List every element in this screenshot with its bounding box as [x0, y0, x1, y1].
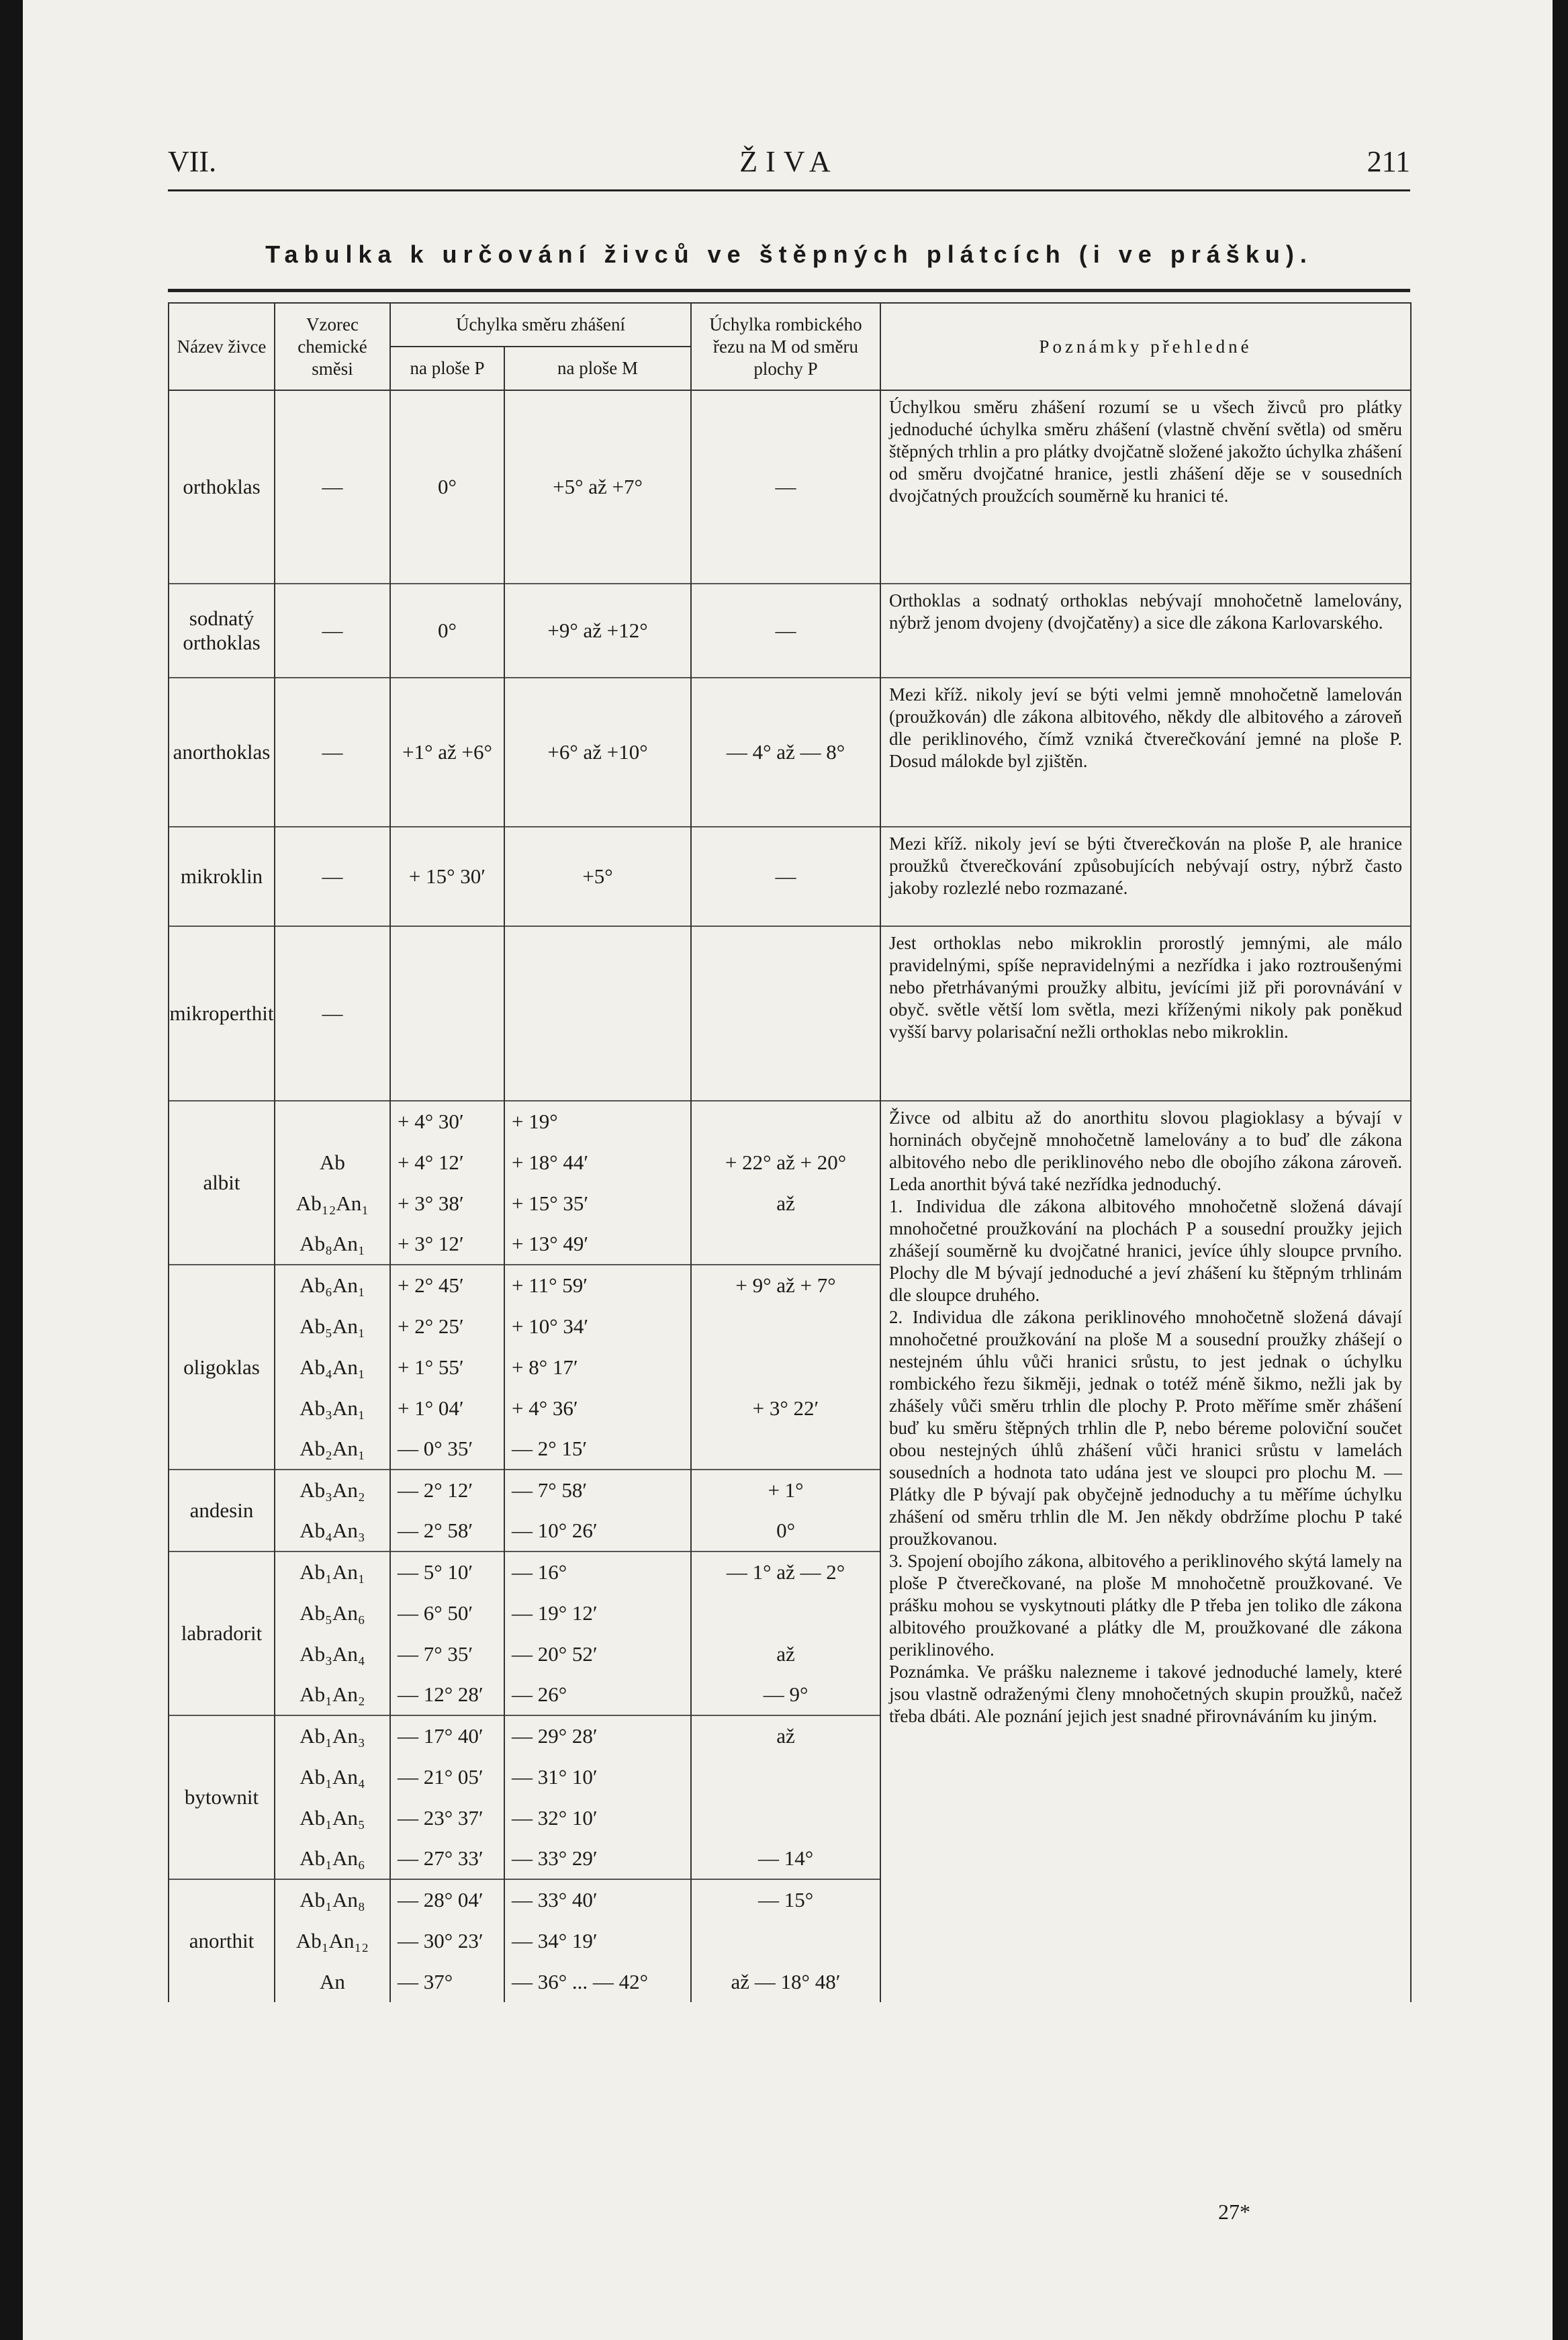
- extinction-m-cell: + 8° 17′: [504, 1347, 691, 1388]
- extinction-m-cell: — 19° 12′: [504, 1592, 691, 1633]
- extinction-p-cell: [390, 926, 504, 1101]
- feldspar-name: sodnatý orthoklas: [169, 584, 275, 678]
- formula-cell: Ab₅An₁: [275, 1306, 390, 1347]
- extinction-m-cell: + 18° 44′: [504, 1142, 691, 1183]
- rhombic-cell: — 4° až — 8°: [691, 678, 880, 827]
- formula-cell: Ab₁An₂: [275, 1674, 390, 1715]
- rhombic-cell: —: [691, 390, 880, 584]
- extinction-m-cell: — 20° 52′: [504, 1633, 691, 1674]
- extinction-m-cell: — 31° 10′: [504, 1756, 691, 1797]
- formula-cell: Ab₁An₈: [275, 1879, 390, 1920]
- rhombic-cell: — 15°: [691, 1879, 880, 1920]
- formula-cell: Ab₈An₁: [275, 1224, 390, 1265]
- feldspar-name: orthoklas: [169, 390, 275, 584]
- formula-cell: Ab₁An₁₂: [275, 1920, 390, 1961]
- table-row: [169, 827, 1411, 926]
- note-cell: Orthoklas a sodnatý orthoklas nebývají mnohočetně lamelovány, nýbrž jenom dvojeny (dvojčatěny) a sice dle zákona Karlovarského.: [880, 584, 1411, 678]
- extinction-p-cell: + 15° 30′: [390, 827, 504, 926]
- extinction-m-cell: — 10° 26′: [504, 1511, 691, 1551]
- table-row: [169, 584, 1411, 678]
- extinction-m-cell: — 34° 19′: [504, 1920, 691, 1961]
- col-header-name: Název živce: [169, 303, 275, 390]
- extinction-m-cell: + 11° 59′: [504, 1265, 691, 1306]
- extinction-p-cell: — 2° 58′: [390, 1511, 504, 1551]
- formula-cell: —: [275, 827, 390, 926]
- extinction-m-cell: + 19°: [504, 1101, 691, 1142]
- journal-title: ŽIVA: [739, 145, 839, 178]
- extinction-p-cell: — 6° 50′: [390, 1592, 504, 1633]
- extinction-m-cell: + 4° 36′: [504, 1388, 691, 1429]
- col-header-plane-p: na ploše P: [390, 347, 504, 390]
- col-header-extinction: Úchylka směru zhášení: [390, 303, 691, 347]
- extinction-m-cell: + 10° 34′: [504, 1306, 691, 1347]
- feldspar-name: anorthit: [169, 1879, 275, 2002]
- extinction-m-cell: + 15° 35′: [504, 1183, 691, 1224]
- rhombic-cell: + 22° až + 20°: [691, 1142, 880, 1183]
- formula-cell: Ab₅An₆: [275, 1592, 390, 1633]
- col-header-formula: Vzorec chemické směsi: [275, 303, 390, 390]
- extinction-p-cell: — 28° 04′: [390, 1879, 504, 1920]
- rhombic-cell: — 14°: [691, 1838, 880, 1879]
- rhombic-cell: až: [691, 1633, 880, 1674]
- feldspar-table: [168, 302, 1412, 2002]
- signature-mark: 27*: [1218, 2200, 1250, 2224]
- extinction-p-cell: — 17° 40′: [390, 1715, 504, 1756]
- formula-cell: Ab₃An₄: [275, 1633, 390, 1674]
- table-row: [169, 390, 1411, 584]
- formula-cell: Ab₆An₁: [275, 1265, 390, 1306]
- feldspar-name: labradorit: [169, 1551, 275, 1715]
- formula-cell: Ab₄An₁: [275, 1347, 390, 1388]
- extinction-m-cell: — 36° ... — 42°: [504, 1961, 691, 2002]
- col-header-rhombic: Úchylka rombického řezu na M od směru plochy P: [691, 303, 880, 390]
- running-header: [168, 144, 1410, 185]
- rhombic-cell: [691, 1306, 880, 1347]
- table-row: [169, 678, 1411, 827]
- rhombic-cell: [691, 1756, 880, 1797]
- extinction-m-cell: +5°: [504, 827, 691, 926]
- extinction-p-cell: — 37°: [390, 1961, 504, 2002]
- formula-cell: —: [275, 678, 390, 827]
- feldspar-name: andesin: [169, 1470, 275, 1551]
- formula-cell: Ab₃An₁: [275, 1388, 390, 1429]
- extinction-m-cell: +9° až +12°: [504, 584, 691, 678]
- rhombic-cell: [691, 1101, 880, 1142]
- rhombic-cell: —: [691, 584, 880, 678]
- extinction-p-cell: — 23° 37′: [390, 1797, 504, 1838]
- header-rule: [168, 189, 1410, 191]
- extinction-m-cell: + 13° 49′: [504, 1224, 691, 1265]
- col-header-notes: Poznámky přehledné: [880, 303, 1411, 390]
- col-header-plane-m: na ploše M: [504, 347, 691, 390]
- extinction-p-cell: — 12° 28′: [390, 1674, 504, 1715]
- extinction-p-cell: + 1° 04′: [390, 1388, 504, 1429]
- feldspar-name: mikroklin: [169, 827, 275, 926]
- extinction-p-cell: + 2° 25′: [390, 1306, 504, 1347]
- extinction-p-cell: — 2° 12′: [390, 1470, 504, 1511]
- feldspar-name: oligoklas: [169, 1265, 275, 1470]
- caption-rule: [168, 289, 1410, 292]
- extinction-p-cell: — 27° 33′: [390, 1838, 504, 1879]
- rhombic-cell: + 9° až + 7°: [691, 1265, 880, 1306]
- extinction-p-cell: — 21° 05′: [390, 1756, 504, 1797]
- rhombic-cell: [691, 1920, 880, 1961]
- rhombic-cell: [691, 1347, 880, 1388]
- formula-cell: Ab₁An₃: [275, 1715, 390, 1756]
- formula-cell: Ab₁An₅: [275, 1797, 390, 1838]
- rhombic-cell: až — 18° 48′: [691, 1961, 880, 2002]
- rhombic-cell: + 3° 22′: [691, 1388, 880, 1429]
- plagioclase-note: Živce od albitu až do anorthitu slovou plagioklasy a bývají v horninách obyčejně mnohočetně lamelovány a to buď dle zákona albitového nebo dle periklinového nebo dle obojího zákona zároveň. Leda anorthit bývá také nezřídka jednoduchý. 1. Individua dle zákona albitového mnohočetně složená dávají mnohočetné proužkování na plochách P a sousední proužky jejich zhášejí souměrně ku dvojčatné hranici, jevíce úhly sloupce prvního. Plochy dle M bývají jednoduché a jeví zhášení ku štěpným trhlinám dle sloupce druhého. 2. Individua dle zákona periklinového mnohočetně složená dávají mnohočetné proužkování na ploše M a sousední proužky zhášejí o nestejném úhlu vůči hranici srůstu, to jest jednak o úchylku rombického řezu šikměji, jednak o totéž méně šikmo, nežli jak by zhášely vůči směru trhlin dle plochy P. Proto měříme směr zhášení buď ku směru štěpných trhlin dle P, nebo béreme poloviční součet obou nestejných úhlů zhášení vůči hranici srůstu v lamelách sousedních a hodnota tato udána jest ve sloupci pro plochu M. — Plátky dle P bývají pak obyčejně jednoduchy a tu měříme úchylku zhášení od směru trhlin dle M. Jen někdy obdržíme plochu P také proužkovanou. 3. Spojení obojího zákona, albitového a periklinového skýtá lamely na ploše P čtverečkované, na ploše M mnohočetně proužkované. Ve prášku mohou se vyskytnouti plátky dle P třeba jen toliko dle zákona albitového proužkované a plátky dle M, proužkované dle zákona periklinového. Poznámka. Ve prášku nalezneme i takové jednoduché lamely, které jsou vlastně odraženými členy mnohočetných skupin proužků, načež třeba dbáti. Ale poznání jejich jest snadné přirovnáváním ku jiným.: [880, 1101, 1411, 2002]
- rhombic-cell: 0°: [691, 1511, 880, 1551]
- page-number: 211: [1367, 145, 1410, 178]
- formula-cell: [275, 1101, 390, 1142]
- rhombic-cell: [691, 926, 880, 1101]
- rhombic-cell: až: [691, 1183, 880, 1224]
- extinction-p-cell: 0°: [390, 390, 504, 584]
- extinction-m-cell: — 32° 10′: [504, 1797, 691, 1838]
- rhombic-cell: [691, 1592, 880, 1633]
- table-row: [169, 926, 1411, 1101]
- extinction-p-cell: — 5° 10′: [390, 1551, 504, 1592]
- formula-cell: Ab₄An₃: [275, 1511, 390, 1551]
- note-cell: Mezi kříž. nikoly jeví se býti velmi jemně mnohočetně lamelován (proužkován) dle zákona albitového, někdy dle albitového a zároveň dle periklinového, čímž vzniká čtverečkování jemné na ploše P. Dosud málokde byl zjištěn.: [880, 678, 1411, 827]
- extinction-p-cell: — 0° 35′: [390, 1429, 504, 1470]
- formula-cell: Ab₃An₂: [275, 1470, 390, 1511]
- extinction-p-cell: 0°: [390, 584, 504, 678]
- extinction-p-cell: + 4° 12′: [390, 1142, 504, 1183]
- feldspar-name: mikroperthit: [169, 926, 275, 1101]
- extinction-m-cell: — 33° 29′: [504, 1838, 691, 1879]
- extinction-p-cell: + 1° 55′: [390, 1347, 504, 1388]
- formula-cell: —: [275, 926, 390, 1101]
- page: [23, 0, 1553, 2340]
- extinction-m-cell: — 26°: [504, 1674, 691, 1715]
- extinction-m-cell: — 2° 15′: [504, 1429, 691, 1470]
- table-row: [169, 1101, 1411, 1142]
- extinction-p-cell: +1° až +6°: [390, 678, 504, 827]
- note-cell: Úchylkou směru zhášení rozumí se u všech živců pro plátky jednoduché úchylka směru zhášení (vlastně chvění světla) od směru štěpných trhlin a pro plátky dvojčatně složené jakožto úchylka zhášení od směru dvojčatné hranice, jestli zhášení děje se v sousedních dvojčatných proužcích souměrně ku hranici té.: [880, 390, 1411, 584]
- extinction-m-cell: +6° až +10°: [504, 678, 691, 827]
- extinction-m-cell: +5° až +7°: [504, 390, 691, 584]
- extinction-m-cell: — 16°: [504, 1551, 691, 1592]
- formula-cell: Ab: [275, 1142, 390, 1183]
- formula-cell: An: [275, 1961, 390, 2002]
- extinction-p-cell: + 3° 38′: [390, 1183, 504, 1224]
- note-cell: Mezi kříž. nikoly jeví se býti čtverečkován na ploše P, ale hranice proužků čtverečkování způsobujících nebývají ostry, nýbrž často jakoby rozlezlé nebo rozmazané.: [880, 827, 1411, 926]
- rhombic-cell: [691, 1429, 880, 1470]
- extinction-m-cell: [504, 926, 691, 1101]
- extinction-p-cell: — 7° 35′: [390, 1633, 504, 1674]
- feldspar-name: bytownit: [169, 1715, 275, 1879]
- formula-cell: Ab₁An₁: [275, 1551, 390, 1592]
- rhombic-cell: až: [691, 1715, 880, 1756]
- extinction-m-cell: — 29° 28′: [504, 1715, 691, 1756]
- rhombic-cell: [691, 1797, 880, 1838]
- rhombic-cell: — 9°: [691, 1674, 880, 1715]
- table-caption: Tabulka k určování živců ve štěpných plátcích (i ve prášku).: [265, 240, 1313, 268]
- extinction-p-cell: + 4° 30′: [390, 1101, 504, 1142]
- feldspar-name: anorthoklas: [169, 678, 275, 827]
- extinction-p-cell: + 3° 12′: [390, 1224, 504, 1265]
- formula-cell: —: [275, 584, 390, 678]
- extinction-m-cell: — 33° 40′: [504, 1879, 691, 1920]
- rhombic-cell: + 1°: [691, 1470, 880, 1511]
- extinction-p-cell: + 2° 45′: [390, 1265, 504, 1306]
- formula-cell: —: [275, 390, 390, 584]
- formula-cell: Ab₁An₆: [275, 1838, 390, 1879]
- extinction-m-cell: — 7° 58′: [504, 1470, 691, 1511]
- feldspar-name: albit: [169, 1101, 275, 1265]
- extinction-p-cell: — 30° 23′: [390, 1920, 504, 1961]
- volume-number: VII.: [168, 145, 217, 178]
- rhombic-cell: [691, 1224, 880, 1265]
- note-cell: Jest orthoklas nebo mikroklin prorostlý jemnými, ale málo pravidelnými, spíše nepravidelnými a nezřídka i jako roztroušenými nebo přetrhávanými proužky albitu, jevícími již při porovnávání v obyč. světle větší lom světla, mezi kříženými nikoly pak poněkud vyšší barvy polarisační nežli orthoklas nebo mikroklin.: [880, 926, 1411, 1101]
- formula-cell: Ab₂An₁: [275, 1429, 390, 1470]
- rhombic-cell: — 1° až — 2°: [691, 1551, 880, 1592]
- formula-cell: Ab₁An₄: [275, 1756, 390, 1797]
- rhombic-cell: —: [691, 827, 880, 926]
- formula-cell: Ab₁₂An₁: [275, 1183, 390, 1224]
